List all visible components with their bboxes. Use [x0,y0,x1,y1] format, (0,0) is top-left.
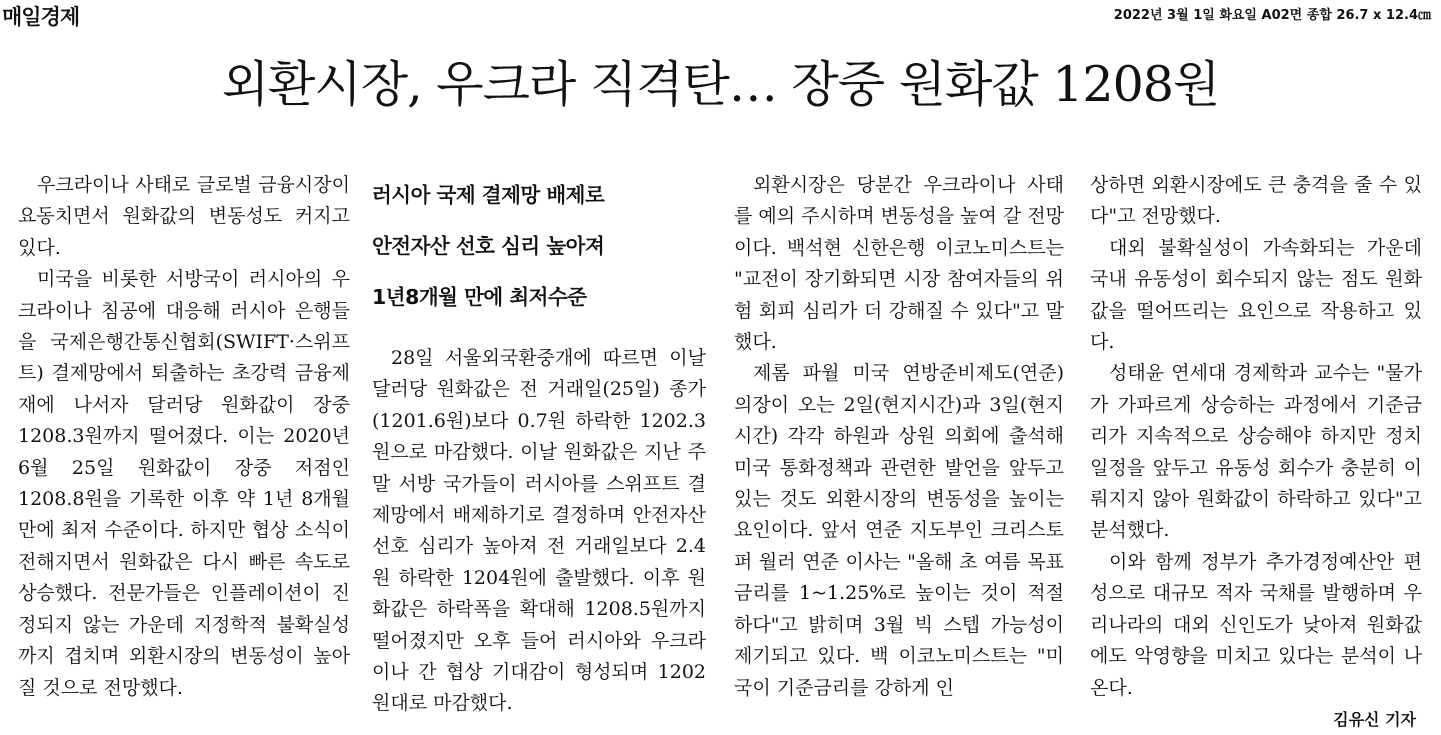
paragraph: 28일 서울외국환중개에 따르면 이날 달러당 원화값은 전 거래일(25일) 종가(1201.6원)보다 0.7원 하락한 1202.3원으로 마감했다. 이날 원화값은 지난 주말 서방 국가들이 러시아를 스위프트 결제망에서 배제하기로 결정하며 안전자산 선호 심리가 높아져 전 거래일보다 2.4원 하락한 1204원에 출발했다. 이후 원화값은 하락폭을 확대해 1208.5원까지 떨어졌지만 오후 들어 러시아와 우크라이나 간 협상 기대감이 형성되며 1202원대로 마감했다. [372,347,706,715]
paragraph: 제롬 파월 미국 연방준비제도(연준) 의장이 오는 2일(현지시간)과 3일(현지시간) 각각 하원과 상원 의회에 출석해 미국 통화정책과 관련한 발언을 앞두고 있는 것도 외환시장의 변동성을 높이는 요인이다. 앞서 연준 지도부인 크리스토퍼 월러 연준 이사는 "올해 초 여름 목표 금리를 1~1.25%로 높이는 것이 적절하다"고 밝히며 3월 빅 스텝 가능성이 제기되고 있다. 백 이코노미스트는 "미국이 기준금리를 강하게 인 [734,362,1064,699]
publication-info: 2022년 3월 1일 화요일 A02면 종합 26.7 x 12.4㎝ [1113,8,1431,23]
article-column-1 [18,170,350,699]
paragraph: 이와 함께 정부가 추가경정예산안 편성으로 대규모 적자 국채를 발행하며 우리나라의 대외 신인도가 낮아져 원화값에도 악영향을 미치고 있다는 분석이 나온다. [1090,550,1422,699]
article-headline: 외환시장, 우크라 직격탄… 장중 원화값 1208원 [221,56,1220,113]
article-column-4 [1090,170,1422,729]
subheadline: 안전자산 선호 심리 높아져 [372,234,605,258]
subheadline: 1년8개월 만에 최저수준 [372,285,587,309]
byline-row [1090,704,1422,735]
paragraph: 대외 불확실성이 가속화되는 가운데 국내 유동성이 회수되지 않는 점도 원화값을 떨어뜨리는 요인으로 작용하고 있다. [1090,236,1422,354]
subheadline: 러시아 국제 결제망 배제로 [372,183,605,207]
article-column-2 [372,170,706,715]
newspaper-logo: 매일경제 [2,5,80,29]
paragraph: 성태윤 연세대 경제학과 교수는 "물가가 가파르게 상승하는 과정에서 기준금리가 지속적으로 상승해야 하지만 정치 일정을 앞두고 유동성 회수가 충분히 이뤄지지 않아 원화값이 하락하고 있다"고 분석했다. [1090,362,1422,542]
paragraph: 외환시장은 당분간 우크라이나 사태를 예의 주시하며 변동성을 높여 갈 전망이다. 백석현 신한은행 이코노미스트는 "교전이 장기화되면 시장 참여자들의 위험 회피 심리가 더 강해질 수 있다"고 말했다. [734,174,1064,354]
article-column-3 [734,170,1064,699]
paragraph: 상하면 외환시장에도 큰 충격을 줄 수 있다"고 전망했다. [1090,174,1422,228]
subheadline-block [372,170,706,323]
masthead [0,0,1441,30]
paragraph: 미국을 비롯한 서방국이 러시아의 우크라이나 침공에 대응해 러시아 은행들을 국제은행간통신협회(SWIFT·스위프트) 결제망에서 퇴출하는 초강력 금융제재에 나서자 달러당 원화값이 장중 1208.3원까지 떨어졌다. 이는 2020년 6월 25일 원화값이 장중 저점인 1208.8원을 기록한 이후 약 1년 8개월 만에 최저 수준이다. 하지만 협상 소식이 전해지면서 원화값은 다시 빠른 속도로 상승했다. 전문가들은 인플레이션이 진정되지 않는 가운데 지정학적 불확실성까지 겹치며 외환시장의 변동성이 높아질 것으로 전망했다. [18,268,350,699]
reporter-byline: 김유신 기자 [1333,709,1416,729]
paragraph: 우크라이나 사태로 글로벌 금융시장이 요동치면서 원화값의 변동성도 커지고 있다. [18,174,350,259]
